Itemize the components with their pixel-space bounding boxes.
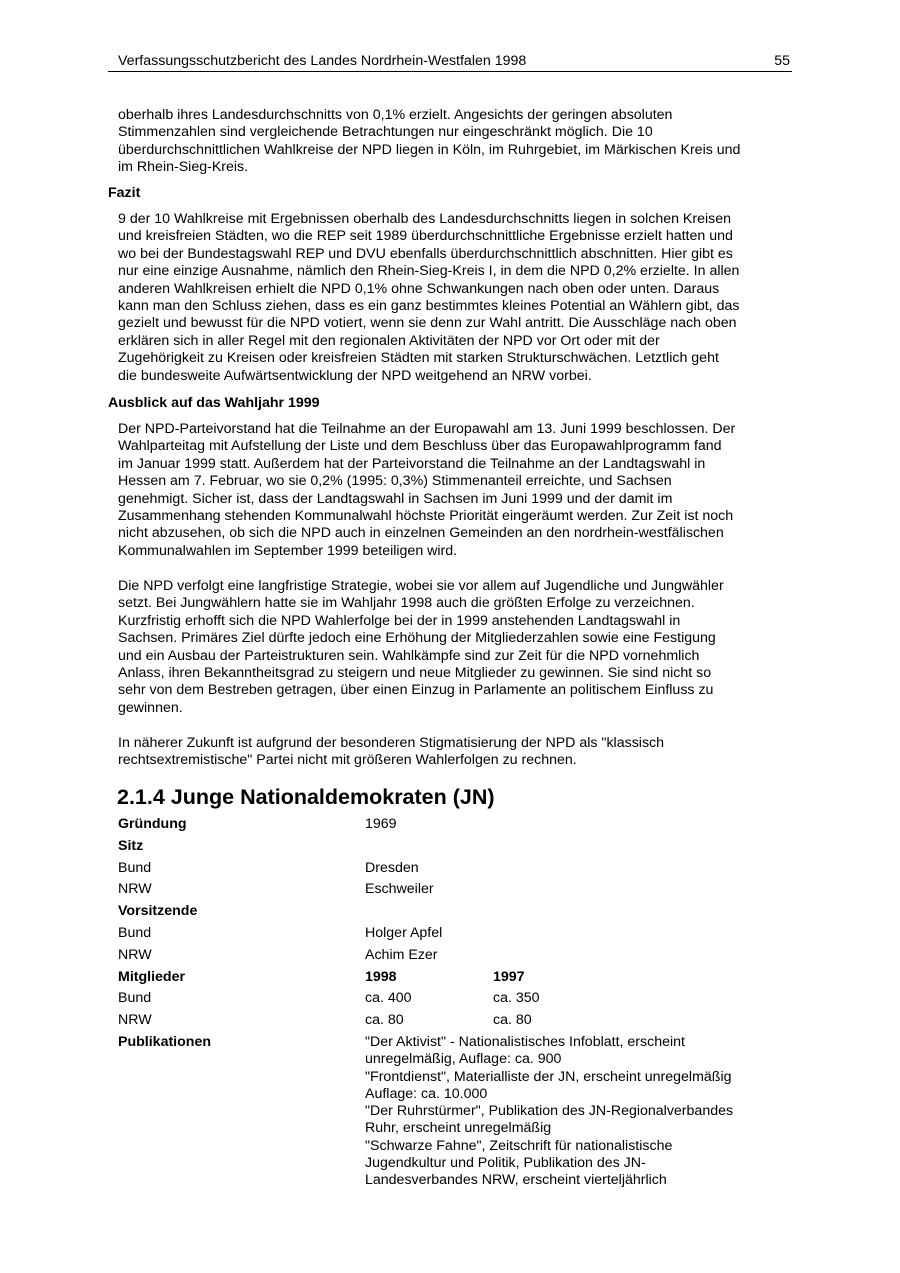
gruendung-value: 1969	[365, 816, 397, 832]
header-title: Verfassungsschutzbericht des Landes Nordrhein-Westfalen 1998	[118, 53, 527, 69]
fact-row-mitg-bund	[118, 990, 798, 1012]
publication-item: "Schwarze Fahne", Zeitschrift für nationalistische Jugendkultur und Politik, Publikation des JN- Landesverbandes NRW, erscheint vierteljährlich	[365, 1137, 673, 1189]
fact-row-sitz	[118, 838, 798, 860]
running-header	[108, 53, 792, 72]
page-number: 55	[774, 53, 790, 69]
sitz-bund-value: Dresden	[365, 859, 419, 876]
fact-row-sitz-nrw	[118, 881, 798, 903]
publication-item: "Frontdienst", Materialliste der JN, erscheint unregelmäßig Auflage: ca. 10.000	[365, 1068, 732, 1102]
mitg-nrw-label: NRW	[118, 1012, 152, 1029]
fazit-heading: Fazit	[108, 185, 141, 201]
vors-nrw-value: Achim Ezer	[365, 946, 438, 963]
fact-row-mitg-nrw	[118, 1012, 798, 1034]
ausblick-heading: Ausblick auf das Wahljahr 1999	[108, 395, 320, 411]
year-1997-header: 1997	[493, 968, 525, 985]
fact-row-sitz-bund	[118, 860, 798, 882]
sitz-bund-label: Bund	[118, 859, 152, 876]
fact-row-vors-nrw	[118, 947, 798, 969]
fact-row-publikationen	[118, 1033, 798, 1189]
mitg-nrw-1997: ca. 80	[493, 1012, 532, 1029]
ausblick-paragraph-2: Die NPD verfolgt eine langfristige Strategie, wobei sie vor allem auf Jugendliche und Jungwähler setzt. Bei Jungwählern hatte sie im Wahljahr 1998 auch die größten Erfolge zu verzeichnen. Kurzfristig erhofft sich die NPD Wahlerfolge bei der in 1999 anstehenden Landtagswahl in Sachsen. Primäres Ziel dürfte jedoch eine Erhöhung der Mitgliederzahlen sowie eine Festigung und ein Ausbau der Parteistrukturen sein. Wahlkämpfe sind zur Zeit für die NPD vornehmlich Anlass, ihren Bekanntheitsgrad zu steigern und neue Mitglieder zu gewinnen. Sie sind nicht so sehr von dem Bestreben getragen, über einen Einzug in Parlamente an politischem Einfluss zu gewinnen.	[118, 578, 724, 716]
vors-bund-value: Holger Apfel	[365, 924, 443, 941]
sitz-nrw-label: NRW	[118, 881, 152, 898]
mitglieder-label: Mitglieder	[118, 968, 186, 985]
gruendung-label: Gründung	[118, 816, 187, 832]
fact-row-mitglieder	[118, 969, 798, 991]
organization-facts	[118, 816, 798, 1189]
sitz-label: Sitz	[118, 837, 144, 854]
mitg-bund-label: Bund	[118, 990, 152, 1007]
fact-row-gruendung	[118, 816, 798, 838]
ausblick-paragraph-3: In näherer Zukunft ist aufgrund der besonderen Stigmatisierung der NPD als "klassisch rechtsextremistische" Partei nicht mit größeren Wahlerfolgen zu rechnen.	[118, 735, 665, 769]
publikationen-label: Publikationen	[118, 1033, 212, 1050]
section-title: 2.1.4 Junge Nationaldemokraten (JN)	[117, 785, 495, 809]
publications-list	[365, 1034, 775, 1190]
vors-bund-label: Bund	[118, 924, 152, 941]
mitg-bund-1997: ca. 350	[493, 990, 540, 1007]
publication-item: "Der Ruhrstürmer", Publikation des JN-Regionalverbandes Ruhr, erscheint unregelmäßig	[365, 1103, 734, 1137]
sitz-nrw-value: Eschweiler	[365, 881, 434, 898]
mitg-bund-1998: ca. 400	[365, 990, 412, 1007]
fact-row-vors-bund	[118, 925, 798, 947]
fazit-paragraph: 9 der 10 Wahlkreise mit Ergebnissen oberhalb des Landesdurchschnitts liegen in solchen Kreisen und kreisfreien Städten, wo die REP seit 1989 überdurchschnittliche Ergebnisse erzielt hatten und wo bei der Bundestagswahl REP und DVU ebenfalls überdurchschnittlich abschnitten. Hier gibt es nur eine einzige Ausnahme, nämlich den Rhein-Sieg-Kreis I, in dem die NPD 0,2% erzielte. In allen anderen Wahlkreisen erhielt die NPD 0,1% ohne Schwankungen nach oben oder unten. Daraus kann man den Schluss ziehen, dass es ein ganz bestimmtes kleines Potential an Wählern gibt, das gezielt und bewusst für die NPD votiert, wenn sie denn zur Wahl antritt. Die Ausschläge nach oben erklären sich in aller Regel mit den regionalen Aktivitäten der NPD vor Ort oder mit der Zugehörigkeit zu Kreisen oder kreisfreien Städten mit starken Strukturschwächen. Letztlich geht die bundesweite Aufwärtsentwicklung der NPD weitgehend an NRW vorbei.	[118, 211, 740, 384]
intro-paragraph: oberhalb ihres Landesdurchschnitts von 0,1% erzielt. Angesichts der geringen absoluten Stimmenzahlen sind vergleichende Betrachtungen nur eingeschränkt möglich. Die 10 überdurchschnittlichen Wahlkreise der NPD liegen in Köln, im Ruhrgebiet, im Märkischen Kreis und im Rhein-Sieg-Kreis.	[118, 107, 741, 176]
vorsitzende-label: Vorsitzende	[118, 903, 198, 920]
mitg-nrw-1998: ca. 80	[365, 1012, 404, 1029]
fact-row-vorsitzende	[118, 903, 798, 925]
vors-nrw-label: NRW	[118, 946, 152, 963]
year-1998-header: 1998	[365, 968, 397, 985]
publication-item: "Der Aktivist" - Nationalistisches Infoblatt, erscheint unregelmäßig, Auflage: ca. 900	[365, 1033, 685, 1068]
ausblick-paragraph-1: Der NPD-Parteivorstand hat die Teilnahme an der Europawahl am 13. Juni 1999 beschlossen. Der Wahlparteitag mit Aufstellung der Liste und dem Beschluss über das Europawahlprogramm fand im Januar 1999 statt. Außerdem hat der Parteivorstand die Teilnahme an der Landtagswahl in Hessen am 7. Februar, wo sie 0,2% (1995: 0,3%) Stimmenanteil erreichte, und Sachsen genehmigt. Sicher ist, dass der Landtagswahl in Sachsen im Juni 1999 und der damit im Zusammenhang stehenden Kommunalwahl höchste Priorität eingeräumt werden. Zur Zeit ist noch nicht abzusehen, ob sich die NPD auch in einzelnen Gemeinden an den nordrhein-westfälischen Kommunalwahlen im September 1999 beteiligen wird.	[118, 421, 736, 559]
